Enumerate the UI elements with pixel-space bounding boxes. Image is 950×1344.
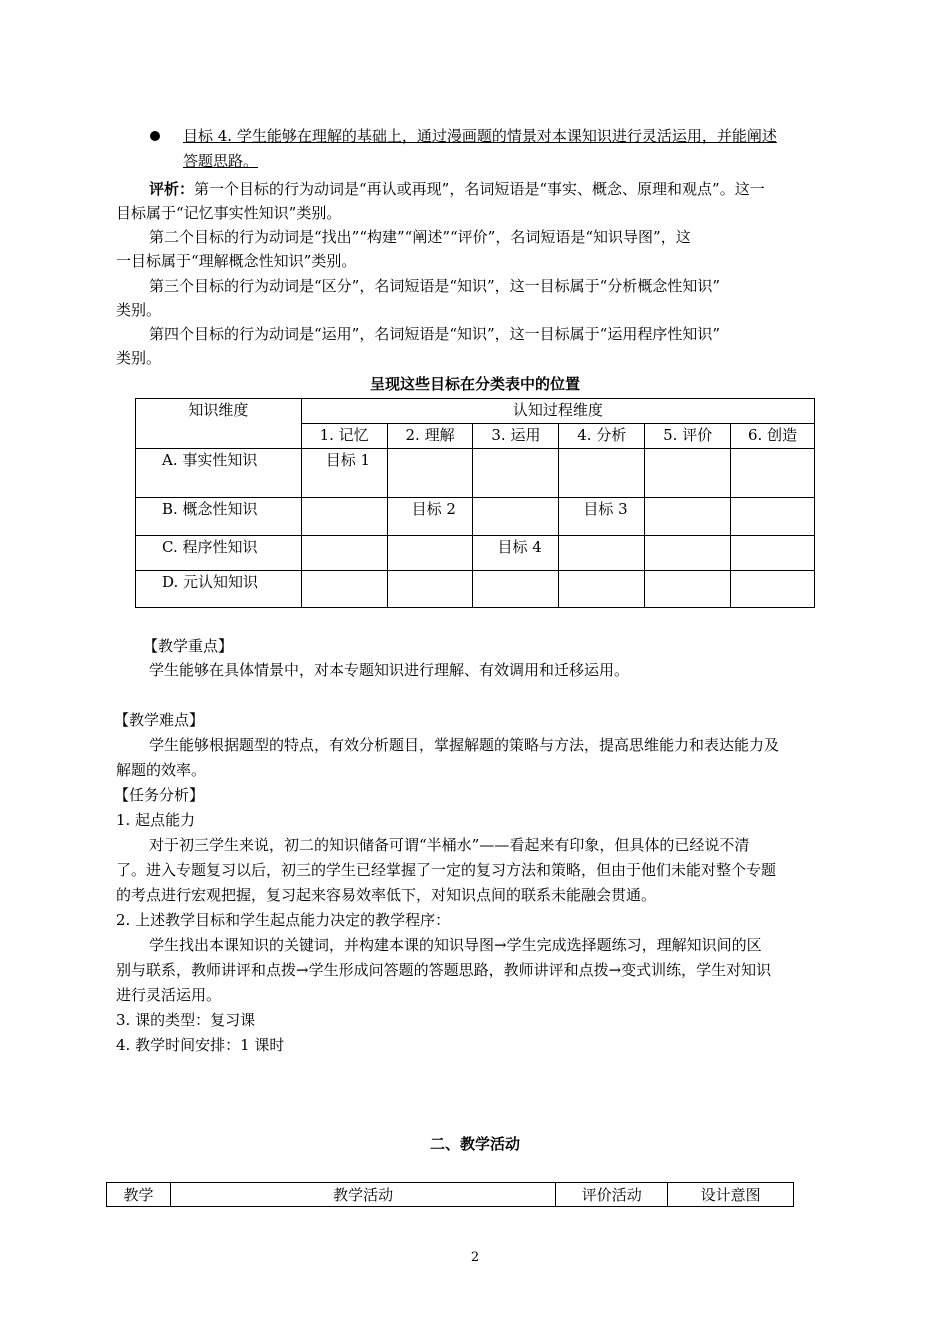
row-label: A. 事实性知识 (136, 449, 302, 498)
key-points-title: 【教学重点】 (143, 637, 234, 655)
activities-header: 评价活动 (556, 1183, 668, 1207)
key-points-text: 学生能够在具体情景中，对本专题知识进行理解、有效调用和迁移运用。 (149, 661, 630, 679)
knowledge-dimension-header: 知识维度 (136, 399, 302, 449)
table-cell: 目标 4 (473, 536, 559, 571)
analysis-p2-line1: 第二个目标的行为动词是“找出”“构建”“阐述”“评价”，名词短语是“知识导图”，这 (149, 228, 691, 246)
analysis-p3-line1: 第三个目标的行为动词是“区分”，名词短语是“知识”，这一目标属于“分析概念性知识” (149, 277, 721, 295)
section4-text: 4. 教学时间安排：1 课时 (116, 1036, 285, 1054)
analysis-p3-line2: 类别。 (116, 301, 162, 319)
table-cell: 目标 3 (559, 498, 645, 536)
analysis-p1-line2: 目标属于“记忆事实性知识”类别。 (116, 204, 342, 222)
row-label: B. 概念性知识 (136, 498, 302, 536)
activities-header: 教学 (107, 1183, 171, 1207)
goal4-line2: 答题思路。 (183, 152, 259, 170)
table-cell: 目标 2 (387, 498, 473, 536)
table-cell (387, 536, 473, 571)
section1-title: 1. 起点能力 (116, 811, 196, 829)
table-cell (301, 498, 387, 536)
analysis-label: 评析： (149, 180, 195, 198)
table-cell (473, 449, 559, 498)
section2-line2: 别与联系，教师讲评和点拨→学生形成问答题的答题思路，教师讲评和点拨→变式训练，学生对知识 (116, 961, 772, 979)
table-cell (559, 449, 645, 498)
column-header: 4. 分析 (559, 424, 645, 449)
difficulties-title: 【教学难点】 (114, 711, 205, 729)
table-cell (473, 498, 559, 536)
column-header: 6. 创造 (731, 424, 815, 449)
activities-header: 设计意图 (668, 1183, 794, 1207)
section3-text: 3. 课的类型：复习课 (116, 1011, 256, 1029)
table-cell: 目标 1 (301, 449, 387, 498)
row-label: C. 程序性知识 (136, 536, 302, 571)
table-cell (731, 498, 815, 536)
cognitive-dimension-header: 认知过程维度 (301, 399, 814, 424)
section1-line3: 的考点进行宏观把握，复习起来容易效率低下，对知识点间的联系未能融会贯通。 (116, 886, 657, 904)
table-cell (301, 571, 387, 608)
table-cell (559, 571, 645, 608)
table-cell (645, 498, 731, 536)
table-cell (559, 536, 645, 571)
table-cell (731, 536, 815, 571)
table-cell (645, 571, 731, 608)
table-cell (645, 536, 731, 571)
table-row (136, 571, 815, 608)
table-cell (387, 571, 473, 608)
table-cell (301, 536, 387, 571)
table-cell (731, 449, 815, 498)
page-number: 2 (470, 1250, 480, 1265)
activities-header-row (107, 1183, 794, 1207)
table-caption: 呈现这些目标在分类表中的位置 (369, 375, 580, 393)
activities-title: 二、教学活动 (429, 1135, 520, 1153)
task-analysis-title: 【任务分析】 (114, 786, 205, 804)
column-header: 5. 评价 (645, 424, 731, 449)
row-label: D. 元认知知识 (136, 571, 302, 608)
bullet-icon (150, 131, 160, 141)
section1-line2: 了。进入专题复习以后，初三的学生已经掌握了一定的复习方法和策略，但由于他们未能对整个专题 (116, 861, 777, 879)
table-row (136, 536, 815, 571)
analysis-p1-line1 (149, 179, 765, 199)
table-cell (645, 449, 731, 498)
section1-line1: 对于初三学生来说，初二的知识储备可谓“半桶水”——看起来有印象，但具体的已经说不清 (149, 836, 750, 854)
column-header: 2. 理解 (387, 424, 473, 449)
analysis-p2-line2: 一目标属于“理解概念性知识”类别。 (116, 252, 357, 270)
table-cell (731, 571, 815, 608)
analysis-p1-text: 第一个目标的行为动词是“再认或再现”，名词短语是“事实、概念、原理和观点”。这一 (194, 180, 765, 198)
table-header-row (136, 399, 815, 424)
analysis-p4-line1: 第四个目标的行为动词是“运用”，名词短语是“知识”，这一目标属于“运用程序性知识” (149, 325, 721, 343)
analysis-p4-line2: 类别。 (116, 349, 162, 367)
classification-table (135, 398, 815, 608)
table-row (136, 498, 815, 536)
column-header: 1. 记忆 (301, 424, 387, 449)
table-cell (387, 449, 473, 498)
section2-line3: 进行灵活运用。 (116, 986, 222, 1004)
column-header: 3. 运用 (473, 424, 559, 449)
goal4-line1: 目标 4. 学生能够在理解的基础上，通过漫画题的情景对本课知识进行灵活运用，并能阐述 (183, 127, 777, 145)
activities-table (106, 1182, 794, 1207)
difficulties-line1: 学生能够根据题型的特点，有效分析题目，掌握解题的策略与方法，提高思维能力和表达能力及 (149, 736, 780, 754)
table-row (136, 449, 815, 498)
difficulties-line2: 解题的效率。 (116, 761, 207, 779)
activities-header: 教学活动 (170, 1183, 555, 1207)
section2-line1: 学生找出本课知识的关键词，并构建本课的知识导图→学生完成选择题练习，理解知识间的区 (149, 936, 762, 954)
section2-title: 2. 上述教学目标和学生起点能力决定的教学程序： (116, 911, 451, 929)
table-cell (473, 571, 559, 608)
